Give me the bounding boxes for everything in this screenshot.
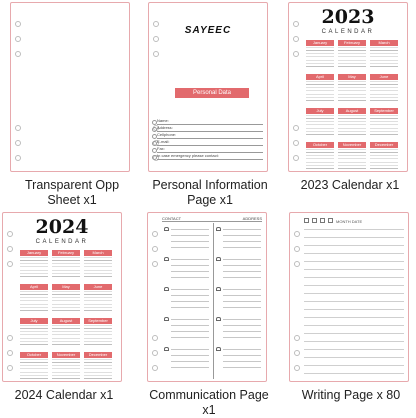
month-header: January [20,250,48,256]
month-header: November [52,352,80,358]
month-header: May [52,284,80,290]
field-name: Name: [157,119,263,125]
binder-holes [294,213,302,381]
contact-label: CONTACT [162,216,182,221]
month-header: April [20,284,48,290]
month-header: October [20,352,48,358]
phone-icon [164,227,169,231]
month-header: October [306,142,334,148]
month-header: March [370,40,398,46]
product-calendar-2023 [288,0,412,206]
month-header: September [370,108,398,114]
caption-line: Writing Page x 80 [301,388,401,402]
caption-calendar-2024 [0,388,132,403]
month-header: June [370,74,398,80]
communication-header [162,216,262,222]
product-writing-page [289,210,413,416]
product-personal-info [148,0,272,206]
caption-line: Page x1 [187,193,233,207]
month-header: November [338,142,366,148]
month-header: August [52,318,80,324]
binder-holes [152,213,160,381]
address-label: ADDRESS [242,216,262,221]
month-header: February [338,40,366,46]
month-header: January [306,40,334,46]
month-header: April [306,74,334,80]
phone-icon [216,257,221,261]
caption-calendar-2023 [282,178,416,193]
calendar-2024-image [2,212,122,382]
month-header: July [306,108,334,114]
month-header: July [20,318,48,324]
phone-icon [164,287,169,291]
phone-icon [216,347,221,351]
calendar-year: 2024 [35,216,89,238]
phone-icon [164,257,169,261]
field-emergency: In case emergency please contact: [157,154,263,160]
personal-data-title: Personal Data [175,88,249,98]
month-date-label: MONTH DATE [336,219,363,224]
caption-line: Communication Page x1 [149,388,269,417]
caption-writing [283,388,416,403]
phone-icon [216,227,221,231]
month-header: December [370,142,398,148]
field-cellphone: Cellphone: [157,133,263,139]
column-divider [213,223,214,379]
month-header: February [52,250,80,256]
brand-logo: SAYEEC [184,25,232,36]
month-header: December [84,352,112,358]
month-header: March [84,250,112,256]
calendar-2023-image [288,2,408,172]
caption-line: 2024 Calendar x1 [14,388,114,402]
writing-page-image [289,212,409,382]
phone-icon [216,287,221,291]
binder-holes [15,3,23,171]
product-transparent-sheet [10,0,134,206]
product-calendar-2024 [2,210,126,416]
caption-personal [142,178,278,208]
calendar-word: CALENDAR [35,239,89,245]
phone-icon [164,317,169,321]
calendar-year: 2023 [321,6,375,28]
field-email: E-mail: [157,140,263,146]
month-header: September [84,318,112,324]
caption-line: Transparent Opp [24,178,120,192]
month-header: May [338,74,366,80]
month-header: June [84,284,112,290]
caption-line: Personal Information [152,178,268,192]
caption-line: Sheet x1 [47,193,97,207]
caption-transparent [4,178,140,208]
phone-icon [164,347,169,351]
caption-line: 2023 Calendar x1 [300,178,400,192]
personal-info-image [148,2,268,172]
calendar-word: CALENDAR [321,29,375,35]
transparent-sheet-image [10,2,130,172]
product-communication-page [147,210,271,416]
field-fax: Fax: [157,147,263,153]
communication-page-image [147,212,267,382]
month-header: August [338,108,366,114]
field-address: Address: [157,126,263,132]
phone-icon [216,317,221,321]
